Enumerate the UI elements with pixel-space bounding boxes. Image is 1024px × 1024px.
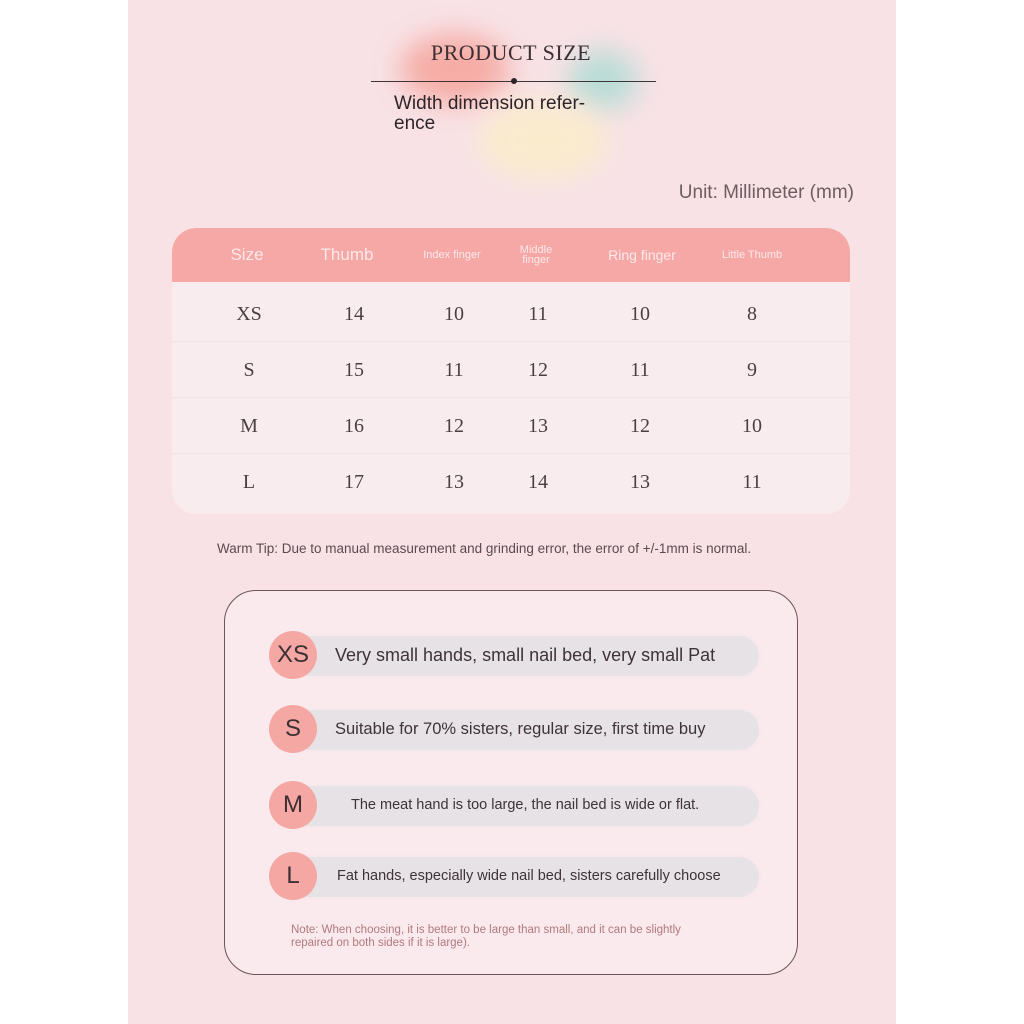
size-guide-item bbox=[269, 852, 759, 900]
selection-note-line-2: repaired on both sides if it is large). bbox=[291, 937, 470, 949]
unit-label: Unit: Millimeter (mm) bbox=[678, 182, 854, 203]
cell-ring: 12 bbox=[630, 414, 650, 437]
cell-ring: 11 bbox=[630, 358, 650, 381]
cell-little: 11 bbox=[742, 470, 762, 493]
subtitle-line-1: Width dimension refer- bbox=[394, 93, 586, 114]
selection-note-line-1: Note: When choosing, it is better to be large than small, and it can be slightly bbox=[291, 924, 681, 936]
title-divider-dot bbox=[511, 78, 517, 84]
cell-little: 10 bbox=[742, 414, 762, 437]
subtitle-line-2: ence bbox=[394, 113, 436, 134]
cell-thumb: 15 bbox=[344, 358, 364, 381]
cell-index: 11 bbox=[444, 358, 464, 381]
cell-index: 13 bbox=[444, 470, 464, 493]
cell-ring: 13 bbox=[630, 470, 650, 493]
size-badge: S bbox=[269, 705, 317, 753]
table-row bbox=[172, 398, 850, 454]
cell-size: S bbox=[243, 358, 255, 381]
column-header-index-finger: Index finger bbox=[423, 249, 481, 261]
cell-thumb: 14 bbox=[344, 302, 364, 325]
cell-size: XS bbox=[236, 302, 262, 325]
subtitle bbox=[394, 94, 624, 134]
size-description: Suitable for 70% sisters, regular size, first time buy bbox=[335, 719, 706, 738]
cell-little: 8 bbox=[747, 302, 757, 325]
size-description: Fat hands, especially wide nail bed, sisters carefully choose bbox=[337, 868, 721, 884]
column-header-middle-finger: Middle finger bbox=[519, 244, 553, 266]
cell-middle: 14 bbox=[528, 470, 548, 493]
cell-middle: 13 bbox=[528, 414, 548, 437]
size-chart-card bbox=[128, 0, 896, 1024]
cell-thumb: 16 bbox=[344, 414, 364, 437]
page-title: PRODUCT SIZE bbox=[430, 40, 592, 65]
size-guide-item bbox=[269, 705, 759, 753]
column-header-ring-finger: Ring finger bbox=[608, 247, 676, 263]
column-header-little-thumb: Little Thumb bbox=[721, 249, 783, 261]
cell-little: 9 bbox=[747, 358, 757, 381]
size-badge: M bbox=[269, 781, 317, 829]
cell-middle: 12 bbox=[528, 358, 548, 381]
size-description: Very small hands, small nail bed, very small Pat bbox=[335, 644, 716, 665]
table-header bbox=[172, 228, 850, 282]
selection-note bbox=[291, 924, 731, 950]
cell-middle: 11 bbox=[528, 302, 548, 325]
cell-index: 12 bbox=[444, 414, 464, 437]
table-row bbox=[172, 454, 850, 510]
cell-thumb: 17 bbox=[344, 470, 364, 493]
warm-tip: Warm Tip: Due to manual measurement and grinding error, the error of +/-1mm is normal. bbox=[217, 541, 752, 556]
size-badge: L bbox=[269, 852, 317, 900]
size-badge: XS bbox=[269, 631, 317, 679]
column-header-thumb: Thumb bbox=[320, 245, 374, 264]
cell-index: 10 bbox=[444, 302, 464, 325]
cell-size: L bbox=[242, 470, 256, 493]
cell-size: M bbox=[240, 414, 258, 437]
size-guide-item bbox=[269, 631, 759, 679]
size-guide-item bbox=[269, 781, 759, 829]
column-header-size: Size bbox=[230, 245, 264, 264]
size-guide-box bbox=[224, 590, 798, 975]
table-row bbox=[172, 342, 850, 398]
cell-ring: 10 bbox=[630, 302, 650, 325]
table-row bbox=[172, 286, 850, 342]
size-description: The meat hand is too large, the nail bed is wide or flat. bbox=[351, 797, 700, 813]
size-table bbox=[172, 228, 850, 514]
